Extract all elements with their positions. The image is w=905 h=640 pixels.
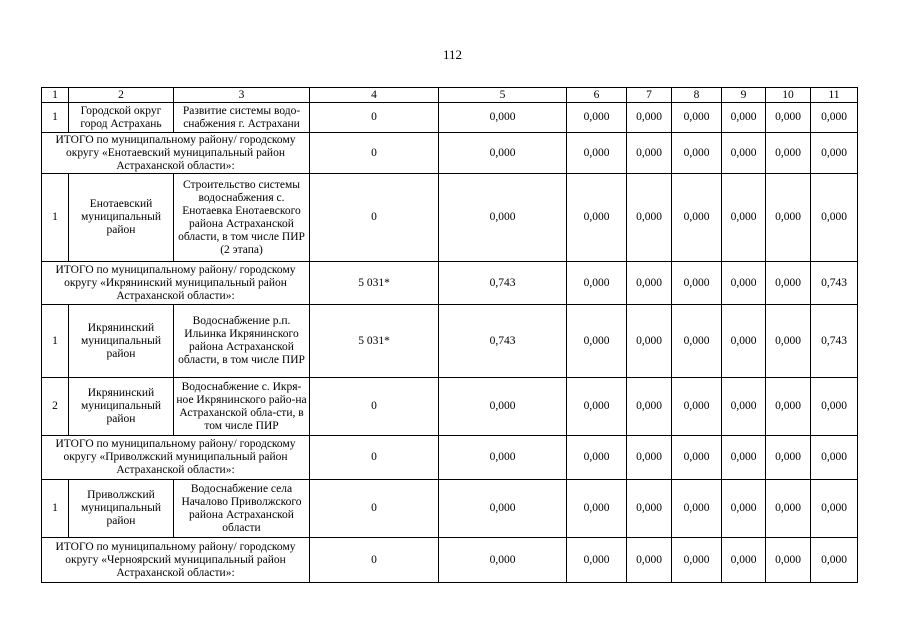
value-cell: 0,000 (811, 538, 858, 583)
total-label: ИТОГО по муниципальному району/ городскому округу «Черноярский муниципальный район Астраханской области»: (42, 538, 310, 583)
value-cell: 0,000 (811, 480, 858, 538)
header-cell: 4 (310, 88, 439, 103)
value-cell: 0,000 (766, 174, 811, 262)
district-name: Икрянинский муниципальный район (69, 305, 174, 378)
value-cell: 0,000 (811, 378, 858, 436)
value-cell: 5 031* (310, 305, 439, 378)
value-cell: 0,000 (672, 133, 722, 174)
value-cell: 0,000 (627, 480, 672, 538)
value-cell: 0,000 (766, 305, 811, 378)
row-number: 1 (42, 305, 69, 378)
total-row (42, 262, 858, 305)
row-number: 1 (42, 480, 69, 538)
value-cell: 0,000 (722, 436, 766, 480)
header-cell: 5 (439, 88, 567, 103)
value-cell: 0,000 (567, 480, 627, 538)
value-cell: 0,743 (811, 262, 858, 305)
value-cell: 0,000 (627, 436, 672, 480)
value-cell: 0,000 (627, 133, 672, 174)
value-cell: 0,000 (627, 262, 672, 305)
value-cell: 0 (310, 480, 439, 538)
header-cell: 7 (627, 88, 672, 103)
header-cell: 2 (69, 88, 174, 103)
table-row (42, 305, 858, 378)
total-row (42, 538, 858, 583)
value-cell: 0,000 (766, 103, 811, 133)
header-cell: 1 (42, 88, 69, 103)
project-name: Водоснабжение села Началово Приволжского района Астраханской области (174, 480, 310, 538)
value-cell: 0,000 (439, 436, 567, 480)
header-cell: 11 (811, 88, 858, 103)
value-cell: 0,000 (439, 174, 567, 262)
value-cell: 0,000 (672, 538, 722, 583)
project-name: Водоснабжение с. Икря-ное Икрянинского райо-на Астраханской обла-сти, в том числе ПИР (174, 378, 310, 436)
row-number: 1 (42, 174, 69, 262)
value-cell: 0,000 (722, 538, 766, 583)
value-cell: 0,000 (766, 436, 811, 480)
value-cell: 0,000 (439, 480, 567, 538)
value-cell: 0,000 (439, 538, 567, 583)
value-cell: 0,000 (567, 538, 627, 583)
value-cell: 0,000 (722, 305, 766, 378)
value-cell: 0,000 (766, 480, 811, 538)
district-name: Енотаевский муниципальный район (69, 174, 174, 262)
table-row (42, 103, 858, 133)
value-cell: 0,000 (672, 305, 722, 378)
value-cell: 0,000 (439, 378, 567, 436)
table-row (42, 480, 858, 538)
value-cell: 0,000 (567, 378, 627, 436)
value-cell: 0,000 (627, 174, 672, 262)
project-name: Строительство системы водоснабжения с. Енотаевка Енотаевского района Астраханской области, в том числе ПИР (2 этапа) (174, 174, 310, 262)
value-cell: 0,000 (722, 174, 766, 262)
value-cell: 0,000 (766, 262, 811, 305)
value-cell: 0,000 (439, 103, 567, 133)
total-label: ИТОГО по муниципальному району/ городскому округу «Икрянинский муниципальный район Астраханской области»: (42, 262, 310, 305)
value-cell: 0,000 (811, 133, 858, 174)
data-table (41, 87, 858, 583)
total-row (42, 436, 858, 480)
value-cell: 0,000 (567, 436, 627, 480)
total-row (42, 133, 858, 174)
header-cell: 8 (672, 88, 722, 103)
page-number: 112 (442, 47, 463, 62)
value-cell: 0 (310, 378, 439, 436)
value-cell: 0,000 (722, 103, 766, 133)
value-cell: 0,000 (567, 305, 627, 378)
value-cell: 0 (310, 103, 439, 133)
table-row (42, 378, 858, 436)
value-cell: 0,000 (672, 436, 722, 480)
table-row (42, 174, 858, 262)
value-cell: 0,000 (439, 133, 567, 174)
value-cell: 0,743 (439, 262, 567, 305)
header-cell: 3 (174, 88, 310, 103)
project-name: Развитие системы водо-снабжения г. Астрахани (174, 103, 310, 133)
value-cell: 0,000 (627, 305, 672, 378)
row-number: 1 (42, 103, 69, 133)
value-cell: 0,000 (766, 378, 811, 436)
value-cell: 0,000 (766, 538, 811, 583)
value-cell: 0,000 (672, 480, 722, 538)
value-cell: 0,000 (567, 133, 627, 174)
total-label: ИТОГО по муниципальному району/ городскому округу «Енотаевский муниципальный район Астраханской области»: (42, 133, 310, 174)
header-cell: 10 (766, 88, 811, 103)
value-cell: 0,000 (722, 378, 766, 436)
value-cell: 0,000 (722, 480, 766, 538)
value-cell: 0,743 (811, 305, 858, 378)
value-cell: 0 (310, 174, 439, 262)
header-cell: 6 (567, 88, 627, 103)
value-cell: 0,000 (672, 378, 722, 436)
header-row (42, 88, 858, 103)
value-cell: 0,000 (766, 133, 811, 174)
value-cell: 0,000 (722, 133, 766, 174)
value-cell: 0,000 (627, 538, 672, 583)
value-cell: 0,000 (811, 436, 858, 480)
value-cell: 0 (310, 133, 439, 174)
header-cell: 9 (722, 88, 766, 103)
value-cell: 0,000 (567, 262, 627, 305)
value-cell: 0,000 (811, 174, 858, 262)
project-name: Водоснабжение р.п. Ильинка Икрянинского района Астраханской области, в том числе ПИР (174, 305, 310, 378)
district-name: Городской округ город Астрахань (69, 103, 174, 133)
value-cell: 0,000 (627, 378, 672, 436)
value-cell: 0,743 (439, 305, 567, 378)
value-cell: 5 031* (310, 262, 439, 305)
value-cell: 0,000 (672, 262, 722, 305)
value-cell: 0,000 (627, 103, 672, 133)
value-cell: 0,000 (567, 174, 627, 262)
value-cell: 0,000 (672, 174, 722, 262)
value-cell: 0 (310, 436, 439, 480)
district-name: Икрянинский муниципальный район (69, 378, 174, 436)
value-cell: 0,000 (567, 103, 627, 133)
row-number: 2 (42, 378, 69, 436)
value-cell: 0,000 (672, 103, 722, 133)
total-label: ИТОГО по муниципальному району/ городскому округу «Приволжский муниципальный район Астраханской области»: (42, 436, 310, 480)
district-name: Приволжский муниципальный район (69, 480, 174, 538)
value-cell: 0 (310, 538, 439, 583)
value-cell: 0,000 (722, 262, 766, 305)
value-cell: 0,000 (811, 103, 858, 133)
